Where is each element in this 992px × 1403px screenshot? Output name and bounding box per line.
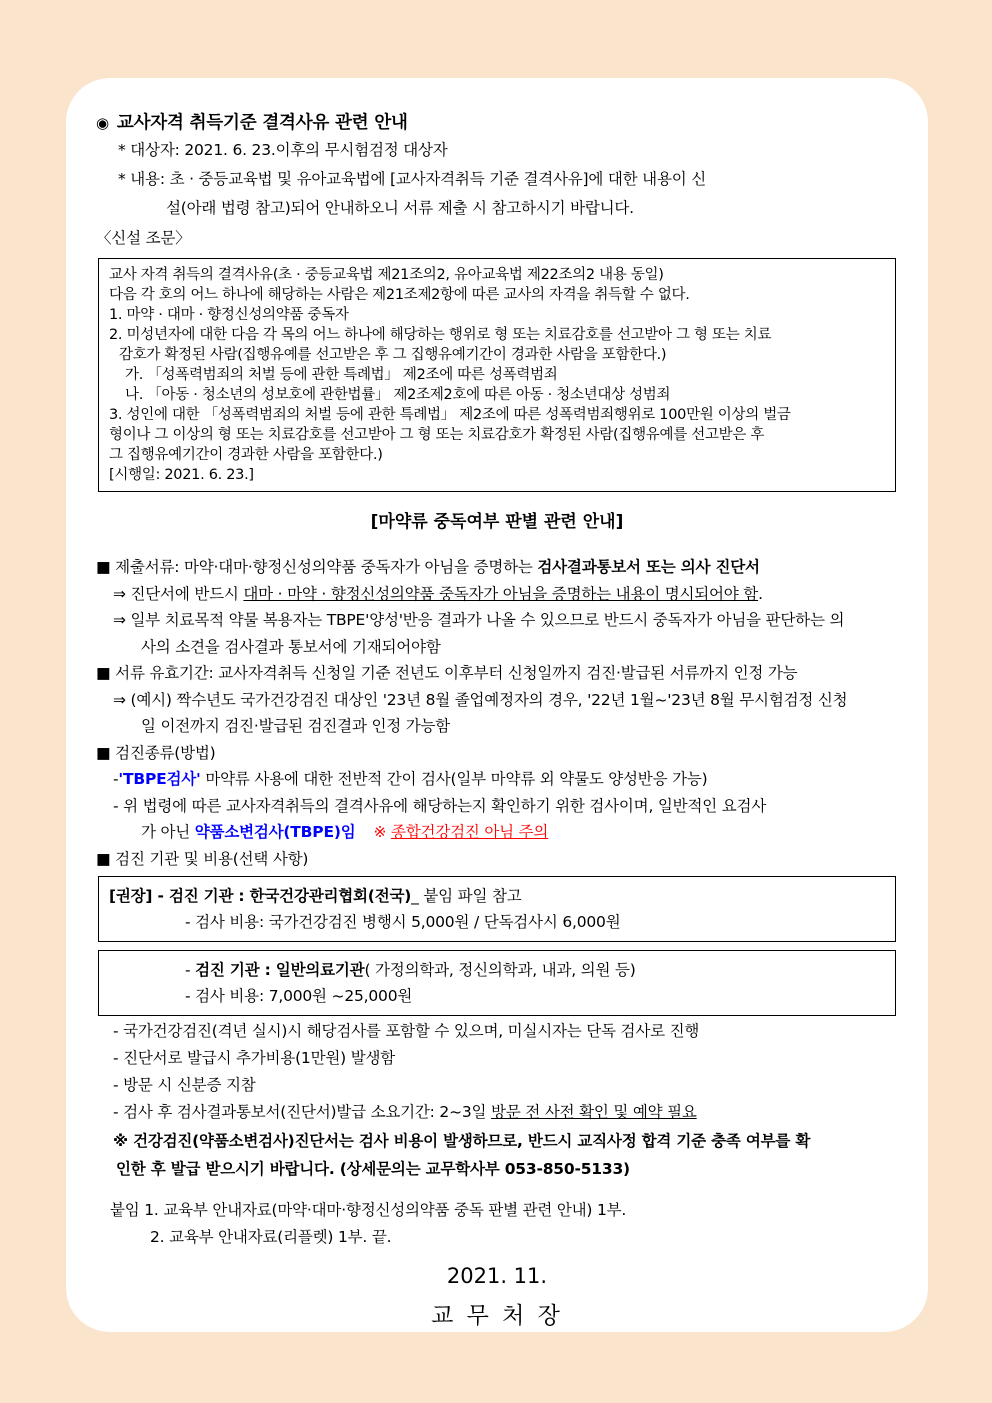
general-org-dash: -	[185, 961, 196, 979]
general-org-rest: ( 가정의학과, 정신의학과, 내과, 의원 등)	[364, 961, 636, 979]
recommended-org-rest: _ 붙임 파일 참고	[411, 887, 522, 905]
note-line-2: - 진단서로 발급시 추가비용(1만원) 발생함	[113, 1049, 396, 1067]
drug-section-title: [마약류 중독여부 판별 관련 안내]	[370, 512, 624, 532]
content-line-2: 설(아래 법령 참고)되어 안내하오니 서류 제출 시 참고하시기 바랍니다.	[166, 199, 634, 217]
tbpe-line	[113, 766, 898, 793]
attachments-block	[96, 1197, 898, 1251]
law-box-line: 2. 미성년자에 대한 다음 각 목의 어느 하나에 해당하는 행위로 형 또는 치료감호를 선고받아 그 형 또는 치료	[109, 327, 772, 343]
document-panel	[66, 78, 928, 1332]
warning-underline: 종합건강검진 아님 주의	[391, 823, 549, 841]
note-line-4-underline: 방문 전 사전 확인 및 예약 필요	[491, 1103, 697, 1121]
exam-type-heading: ■ 검진종류(방법)	[96, 743, 216, 762]
exam-org-heading: ■ 검진 기관 및 비용(선택 사항)	[96, 849, 309, 868]
signer-title: 교 무 처 장	[431, 1303, 563, 1329]
purpose-line-2	[141, 819, 898, 846]
recommended-org-line	[109, 883, 885, 909]
submit-note-2-line-1: ⇒ 일부 치료목적 약물 복용자는 TBPE'양성'반응 결과가 나올 수 있으므로 반드시 중독자가 아님을 판단하는 의	[113, 611, 845, 629]
fisheye-bullet-icon: ◉	[96, 114, 109, 132]
note-line-3: - 방문 시 신분증 지참	[113, 1076, 256, 1094]
submit-note-1-underline: 대마 · 마약 · 향정신성의약품 중독자가 아님을 증명하는 내용이 명시되어야 함	[243, 584, 759, 603]
document-title: 교사자격 취득기준 결격사유 관련 안내	[116, 113, 408, 133]
law-box-line: 그 집행유예기간이 경과한 사람을 포함한다.)	[109, 447, 383, 463]
submit-note-1-prefix: ⇒ 진단서에 반드시	[113, 584, 244, 603]
tbpe-name: 'TBPE검사'	[118, 770, 201, 788]
law-box-line: 1. 마약 · 대마 · 향정신성의약품 중독자	[109, 307, 349, 323]
purpose-line-2-prefix: 가 아닌	[141, 823, 195, 841]
target-line: * 대상자: 2021. 6. 23.이후의 무시험검정 대상자	[118, 141, 448, 159]
law-box-line: 교사 자격 취득의 결격사유(초 · 중등교육법 제21조의2, 유아교육법 제22조의2 내용 동일)	[109, 267, 664, 283]
law-box-line: 감호가 확정된 사람(집행유예를 선고받은 후 그 집행유예기간이 경과한 사람을 포함한다.)	[119, 347, 667, 363]
tbpe-desc: 마약류 사용에 대한 전반적 간이 검사(일부 마약류 외 약물도 양성반응 가능)	[200, 770, 708, 788]
attachment-line-2: 2. 교육부 안내자료(리플렛) 1부. 끝.	[150, 1228, 392, 1246]
submit-docs-bold: 검사결과통보서 또는 의사 진단서	[537, 558, 760, 576]
law-box-line: 다음 각 호의 어느 하나에 해당하는 사람은 제21조제2항에 따른 교사의 자격을 취득할 수 없다.	[109, 287, 690, 303]
caution-line-2: 인한 후 발급 받으시기 바랍니다. (상세문의는 교무학사부 053-850-5133)	[116, 1159, 630, 1178]
attachment-line-1: 붙임 1. 교육부 안내자료(마약·대마·향정신성의약품 중독 판별 관련 안내) 1부.	[110, 1201, 627, 1219]
validity-example-line-1: ⇒ (예시) 짝수년도 국가건강검진 대상인 '23년 8월 졸업예정자의 경우, '22년 1월~'23년 8월 무시험검정 신청	[113, 690, 848, 709]
content-line-1: * 내용: 초 · 중등교육법 및 유아교육법에 [교사자격취득 기준 결격사유]에 대한 내용이 신	[118, 170, 707, 188]
law-box-line: [시행일: 2021. 6. 23.]	[109, 467, 254, 483]
law-box-line: 나. 「아동 · 청소년의 성보호에 관한법률」 제2조제2호에 따른 아동 · 청소년대상 성범죄	[125, 387, 671, 403]
recommended-org-bold: [권장] - 검진 기관 : 한국건강관리협회(전국)	[109, 887, 412, 905]
law-box-line: 가. 「성폭력범죄의 처벌 등에 관한 특례법」 제2조에 따른 성폭력범죄	[125, 367, 558, 383]
general-org-line	[185, 957, 885, 983]
law-excerpt-box	[98, 258, 896, 492]
purpose-line-1: - 위 법령에 따른 교사자격취득의 결격사유에 해당하는지 확인하기 위한 검사이며, 일반적인 요검사	[113, 796, 767, 815]
issue-date: 2021. 11.	[446, 1264, 548, 1288]
warning-mark: ※	[373, 823, 392, 841]
validity-example-line-2: 일 이전까지 검진·발급된 검진결과 인정 가능함	[141, 717, 451, 735]
note-line-1: - 국가건강검진(격년 실시)시 해당검사를 포함할 수 있으며, 미실시자는 단독 검사로 진행	[113, 1022, 700, 1040]
urine-test-bold: 약품소변검사(TBPE)임	[194, 823, 356, 841]
general-cost-line: - 검사 비용: 7,000원 ~25,000원	[185, 987, 413, 1005]
note-line-4-prefix: - 검사 후 검사결과통보서(진단서)발급 소요기간: 2~3일	[113, 1103, 492, 1121]
note-line-4	[113, 1099, 898, 1126]
tbpe-dash: -	[113, 770, 119, 788]
validity-line: ■ 서류 유효기간: 교사자격취득 신청일 기준 전년도 이후부터 신청일까지 검진·발급된 서류까지 인정 가능	[96, 664, 798, 682]
caution-block	[96, 1128, 898, 1183]
general-org-bold: 검진 기관 : 일반의료기관	[195, 961, 365, 979]
recommended-exam-box	[98, 876, 896, 942]
exam-notes	[96, 1018, 898, 1126]
general-exam-box	[98, 950, 896, 1016]
recommended-cost-line: - 검사 비용: 국가건강검진 병행시 5,000원 / 단독검사시 6,000원	[185, 913, 621, 931]
submit-note-1-suffix: .	[758, 584, 763, 603]
document-title-line	[96, 110, 898, 136]
submit-note-2-line-2: 사의 소견을 검사결과 통보서에 기재되어야함	[141, 637, 441, 656]
caution-line-1: ※ 건강검진(약품소변검사)진단서는 검사 비용이 발생하므로, 반드시 교직사정 합격 기준 충족 여부를 확	[113, 1132, 811, 1150]
law-box-line: 3. 성인에 대한 「성폭력범죄의 처벌 등에 관한 특례법」 제2조에 따른 성폭력범죄행위로 100만원 이상의 벌금	[109, 407, 791, 423]
submit-docs-line	[96, 554, 898, 581]
new-clause-label: 〈신설 조문〉	[96, 229, 191, 247]
submit-docs-lead: ■ 제출서류: 마약·대마·향정신성의약품 중독자가 아님을 증명하는	[96, 558, 538, 576]
law-box-line: 형이나 그 이상의 형 또는 치료감호를 선고받아 그 형 또는 치료감호가 확정된 사람(집행유예를 선고받은 후	[109, 427, 765, 443]
submit-note-1	[113, 581, 898, 608]
